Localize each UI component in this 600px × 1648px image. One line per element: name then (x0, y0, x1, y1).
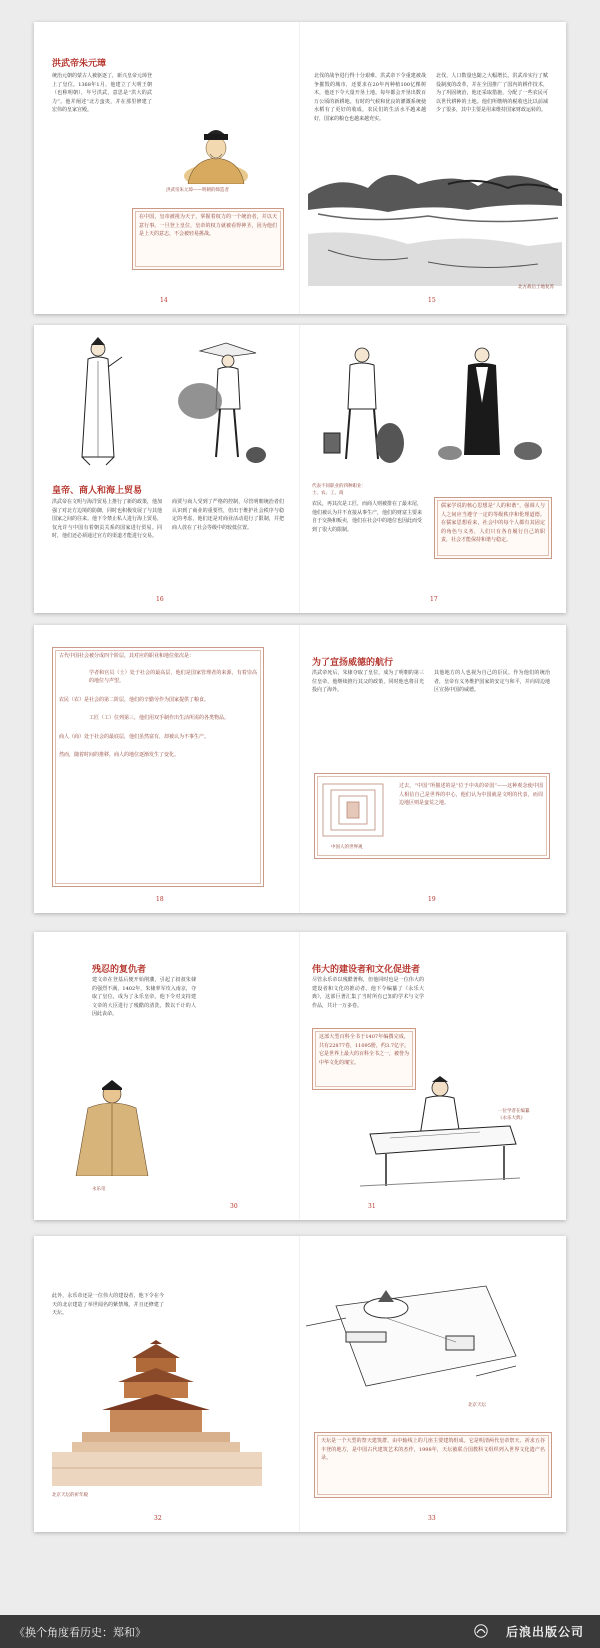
body-text-2: 北伐，人口数量也随之大幅增长。洪武帝实行了赋役制度的改革，并在全国推广了国内的耕作技术，为了巩固统治，他还采取措施，分配了一些农民可以世代耕种的土地。他们所缴纳的税收也比以前减少了很多，其中主要是用来维持国家财政运转的。 (436, 73, 548, 113)
scholar-caption (498, 1108, 530, 1122)
class-item: 工匠（工）位列第三，他们用双手制作出生活所需的各类物品。 (89, 715, 230, 721)
page-number: 31 (368, 1203, 376, 1210)
landscape-caption: 北方战后土地复苏 (518, 285, 554, 290)
publisher-name: 后浪出版公司 (505, 1625, 584, 1639)
page-14 (34, 22, 300, 314)
class-item: 商人（商）处于社会的最底层，他们虽然富有，却被认为不事生产。 (59, 733, 210, 740)
box-outro: 然而，随着时间的推移，商人的地位逐渐发生了变化。 (59, 752, 180, 758)
world-view-diagram (321, 782, 385, 838)
body-text: 洪武帝死后，朱棣夺取了皇位，成为了明朝的第三位皇帝，他继续推行其父的政策，同时他也将目光投向了海外。 (312, 670, 424, 693)
page-30 (34, 932, 300, 1220)
page-number: 33 (428, 1515, 436, 1522)
body-text: 建文帝在登基后便开始削藩，引起了叔叔朱棣的强烈不满，1402年，朱棣率军攻入南京，夺取了皇位，成为了永乐皇帝。他下令对支持建文帝的大臣进行了残酷的清洗，数以千计的人因此丧命。 (92, 977, 196, 1017)
body-text: 此外，永乐帝还是一位伟大的建设者，他下令在今天的北京建造了举世闻名的紫禁城，并且还修建了天坛。 (52, 1293, 164, 1316)
social-classes-box (52, 647, 264, 887)
info-note-box (132, 208, 284, 270)
page-19 (300, 625, 566, 913)
class-item: 学者和官员（士）处于社会的最高层，他们是国家管理者的来源，有着崇高的地位与声望。 (89, 669, 257, 684)
spread-2 (34, 325, 566, 613)
page-heading: 残忍的复仇者 (92, 965, 147, 975)
body-text: 统治元朝的蒙古人被驱逐了，新兴皇帝元璋登上了皇位。1368年1月，他建立了大明王朝（也称明朝），年号洪武，意思是“洪大的武力”。他并阐述“北方蛮夷，并在那里修建了宏伟的皇家宫殿。 (52, 73, 153, 113)
page-heading: 洪武帝朱元璋 (52, 59, 107, 69)
info-note-box (314, 773, 550, 859)
portrait-caption: 永乐帝 (92, 1187, 106, 1192)
spread-5 (34, 1236, 566, 1532)
caption-line: 《永乐大典》 (498, 1116, 525, 1121)
caption-line: 士、农、工、商 (312, 491, 344, 496)
page-33 (300, 1236, 566, 1532)
yongle-emperor-illustration (72, 1080, 152, 1176)
temple-plan-caption: 北京天坛 (468, 1403, 486, 1408)
body-text-2: 其他地方的人也视为自己的臣民。作为他们的统治者，皇帝有义务维护国家的安定与和平，并向周边地区宣扬中国的威德。 (434, 670, 550, 693)
note-text: 儒家学说的核心思想是“人的和谐”，强调人与人之间应当遵守一定的等级秩序和伦理道德。在儒家思想看来，社会中的每个人都有其固定的角色与义务，人们只有各自履行自己的职责，社会才能保持和谐与稳定。 (441, 503, 545, 543)
scholar-writing-illustration (360, 1074, 520, 1194)
caption-line: 代表不同职业的四种职业： (312, 484, 366, 489)
page-number: 19 (428, 896, 436, 903)
info-note-box (434, 497, 552, 559)
info-note-box (314, 1432, 552, 1498)
craftsman-figure-illustration (320, 343, 410, 467)
page-heading: 皇帝、商人和海上贸易 (52, 486, 143, 496)
page-number: 17 (430, 596, 438, 603)
page-number: 15 (428, 297, 436, 304)
temple-of-heaven-illustration (52, 1340, 262, 1490)
page-heading: 为了宣扬威德的航行 (312, 658, 394, 668)
class-item: 农民（农）是社会的第二阶层，他们的辛勤劳作为国家提供了粮食。 (59, 696, 210, 703)
note-text: 在中国，皇帝被视为天子，掌握着权力的一个统治者，并以天意行事。一旦登上皇位，皇帝的权力就被看得神圣，因为他们是上天的意志，不会被轻易挑战。 (139, 214, 277, 237)
body-text: 北伐的战争进行得十分艰难，洪武帝下令重建被战争摧毁的城市，还要求在20年内种植100亿棵树木，他还下令大量开垦土地。每年都会开垦出数百万公顷的新耕地。有时的气候和优良的灌溉系统使水稻有了更好的收成，农民们的生活水平越来越好，国家的粮仓也越来越充实。 (314, 73, 426, 122)
note-text: 这部大型百科全书于1407年编撰完成，共有22877卷，11095册，约3.7亿字。它是世界上最大的百科全书之一，被誉为中华文化的瑰宝。 (319, 1034, 410, 1066)
note-text: 过去，“中国”所描述的是“位于中央的帝国”——这种观念使中国人相信自己是世界的中心，他们认为中国就是文明的代表，而周边地区则是蛮荒之地。 (399, 783, 543, 806)
page-number: 18 (156, 896, 164, 903)
occupation-caption (312, 483, 366, 497)
page-number: 32 (154, 1515, 162, 1522)
spread-4 (34, 932, 566, 1220)
body-text: 农民，再其次是工匠，而商人则被排在了最末尾，他们被认为并不直接从事生产，他们的财富主要来自于交换和贩卖，他们在社会中的地位也因此而受到了很大的限制。 (312, 501, 423, 533)
merchant-figure-illustration (436, 343, 546, 467)
page-number: 16 (156, 596, 164, 603)
page-17 (300, 325, 566, 613)
landscape-ink-illustration (308, 154, 562, 286)
page-heading: 伟大的建设者和文化促进者 (312, 965, 421, 975)
body-text: 尽管永乐帝以残酷著称，但他同时也是一位伟大的建设者和文化的推动者。他下令编纂了《永乐大典》，这部巨著汇集了当时所有已知的学术与文学作品，共计一万多卷。 (312, 977, 424, 1009)
note-text: 天坛是一个大型的祭天建筑群，由中轴线上的几座主要建筑组成。它是明清两代皇帝祭天、祈求五谷丰登的地方，是中国古代建筑艺术的杰作，1998年，天坛被联合国教科文组织列入世界文化遗产名录。 (321, 1438, 545, 1461)
body-text: 洪武帝在文明与海洋贸易上推行了新的政策，他加强了对北方边境的防御，同时也积极发展了与其他国家之间的往来。他下令禁止私人进行海上贸易，仅允许与中国有着朝贡关系的国家进行贸易。同时，他们还必须通过官方的渠道才能进行交易。 (52, 499, 163, 539)
book-title: 《换个角度看历史：郑和》 (14, 1626, 146, 1639)
emperor-portrait-illustration (182, 126, 250, 184)
diagram-caption: 中国人的世界观 (331, 845, 363, 850)
page-31 (300, 932, 566, 1220)
temple-caption: 北京天坛的祈年殿 (52, 1493, 88, 1498)
farmer-figure-illustration (172, 339, 268, 469)
spread-3 (34, 625, 566, 913)
box-intro: 古代中国社会被分成四个阶层，其对应的职业和地位依次是： (59, 653, 195, 659)
publisher-logo-icon (474, 1624, 488, 1638)
page-16 (34, 325, 300, 613)
page-15 (300, 22, 566, 314)
temple-complex-plan-illustration (306, 1266, 520, 1406)
spread-1 (34, 22, 566, 314)
page-number: 30 (230, 1203, 238, 1210)
scholar-figure-illustration (74, 337, 124, 467)
body-text-2: 商贾与商人受到了严格的控制，尽管明朝统治者们认识到了商业的重要性，但出于维护社会秩序与稳定的考虑，他们还是对商业活动进行了限制，并把商人放在了社会等级中的较低位置。 (172, 499, 284, 531)
page-number: 14 (160, 297, 168, 304)
caption-line: 一位学者在编纂 (498, 1109, 530, 1114)
page-32 (34, 1236, 300, 1532)
footer-bar (0, 1615, 600, 1648)
portrait-caption: 洪武帝朱元璋——明朝的缔造者 (166, 188, 229, 193)
page-18 (34, 625, 300, 913)
